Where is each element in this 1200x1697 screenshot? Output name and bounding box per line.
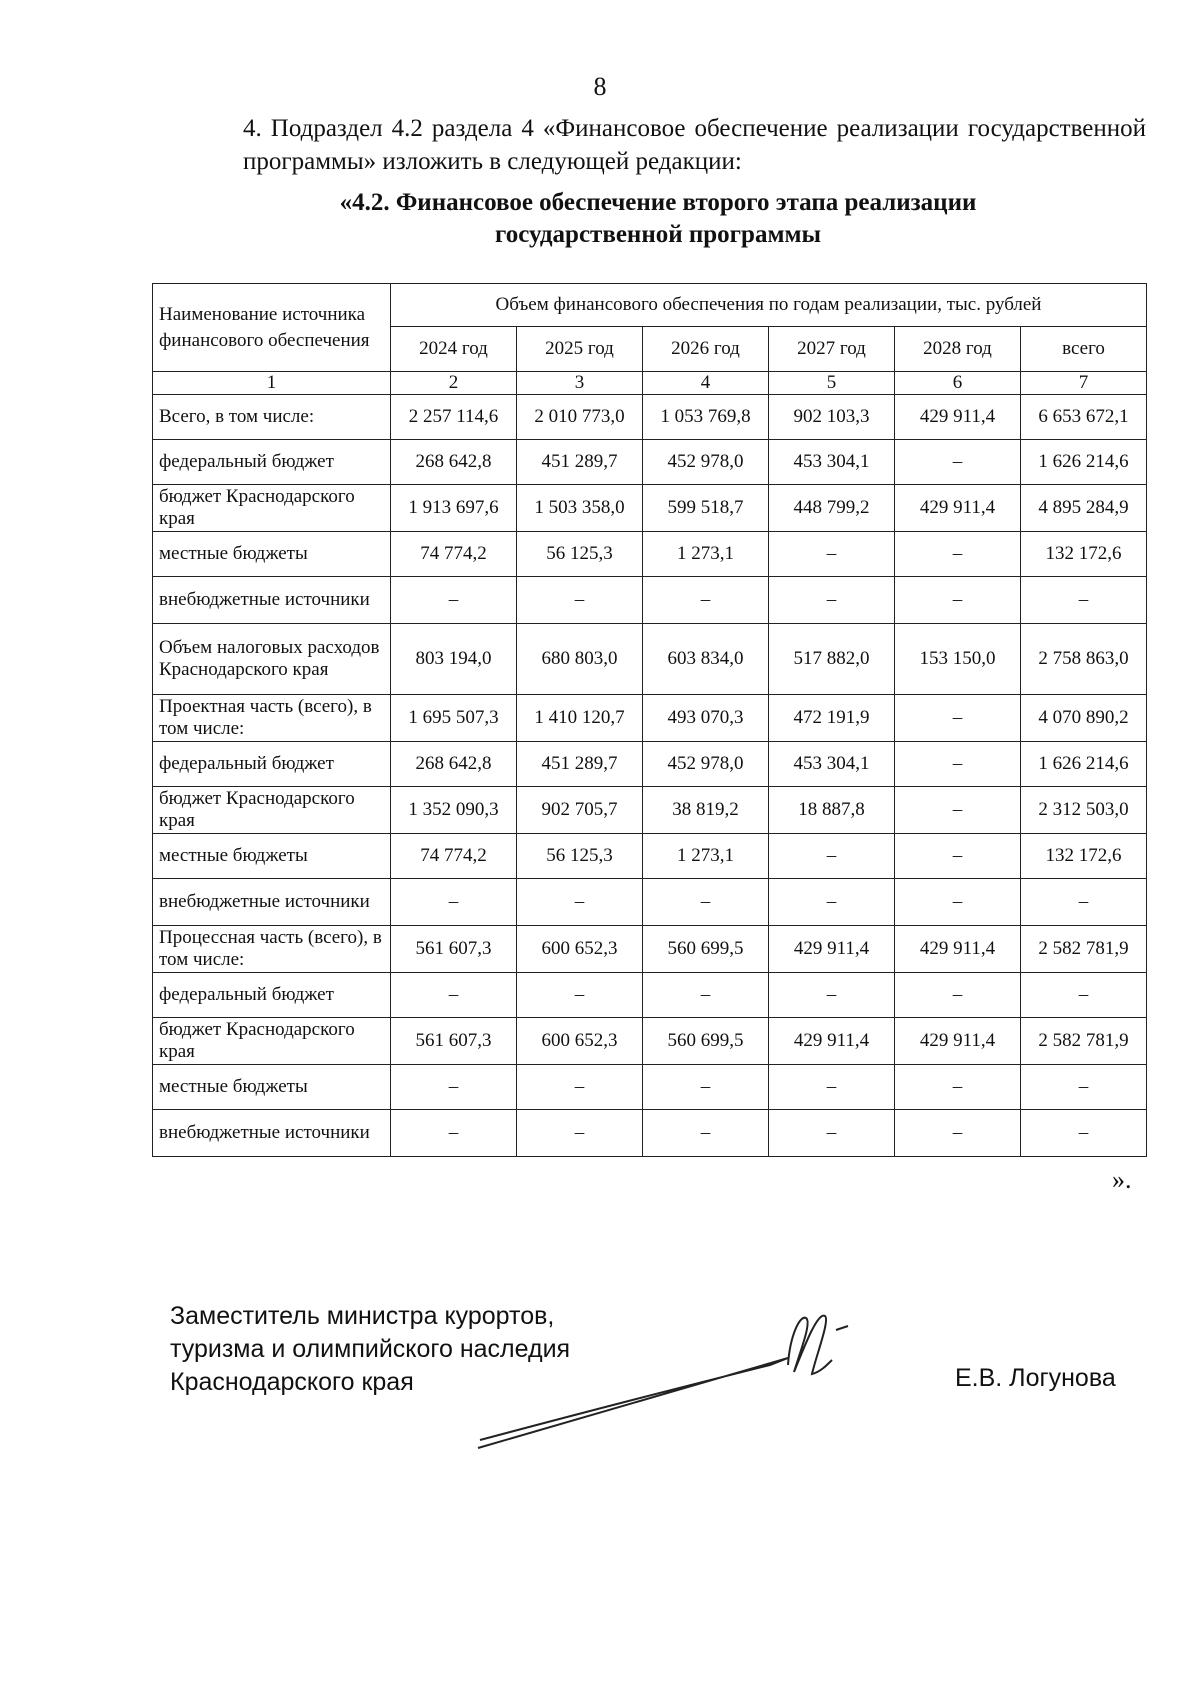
cell-value: 451 289,7 <box>517 742 643 787</box>
cell-value: 6 653 672,1 <box>1021 395 1147 440</box>
table-row <box>153 395 1147 440</box>
cell-value: – <box>769 1065 895 1110</box>
cell-value: – <box>391 973 517 1018</box>
cell-value: 600 652,3 <box>517 926 643 973</box>
cell-value: 493 070,3 <box>643 695 769 742</box>
cell-value: – <box>895 532 1021 577</box>
cell-value: 680 803,0 <box>517 624 643 695</box>
cell-value: – <box>895 973 1021 1018</box>
table-row <box>153 1065 1147 1110</box>
table-row <box>153 834 1147 879</box>
row-label: Проектная часть (всего), в том числе: <box>153 695 391 742</box>
handwritten-signature-icon <box>470 1290 870 1460</box>
cell-value: 429 911,4 <box>895 485 1021 532</box>
header-total: всего <box>1021 327 1147 372</box>
cell-value: 1 626 214,6 <box>1021 440 1147 485</box>
header-year-2027: 2027 год <box>769 327 895 372</box>
cell-value: 429 911,4 <box>895 926 1021 973</box>
cell-value: – <box>391 879 517 926</box>
cell-value: 1 695 507,3 <box>391 695 517 742</box>
cell-value: 1 352 090,3 <box>391 787 517 834</box>
cell-value: 429 911,4 <box>895 1018 1021 1065</box>
cell-value: 600 652,3 <box>517 1018 643 1065</box>
cell-value: – <box>895 742 1021 787</box>
cell-value: – <box>895 834 1021 879</box>
intro-text: 4. Подраздел 4.2 раздела 4 «Финансовое обеспечение реализации государственной программы» изложить в следующей редакции: <box>243 115 1146 175</box>
section-heading-line2: государственной программы <box>494 221 822 248</box>
cell-value: – <box>391 577 517 624</box>
row-label: внебюджетные источники <box>153 879 391 926</box>
table-row <box>153 440 1147 485</box>
cell-value: 18 887,8 <box>769 787 895 834</box>
table-row <box>153 624 1147 695</box>
intro-paragraph <box>170 112 1146 178</box>
cell-value: 452 978,0 <box>643 440 769 485</box>
cell-value: – <box>643 1065 769 1110</box>
cell-value: 1 410 120,7 <box>517 695 643 742</box>
cell-value: 429 911,4 <box>769 926 895 973</box>
column-number: 4 <box>643 372 769 395</box>
cell-value: – <box>643 973 769 1018</box>
cell-value: – <box>895 695 1021 742</box>
cell-value: 453 304,1 <box>769 742 895 787</box>
cell-value: – <box>1021 1065 1147 1110</box>
table-row <box>153 532 1147 577</box>
cell-value: – <box>517 973 643 1018</box>
cell-value: – <box>769 1110 895 1157</box>
table-row <box>153 926 1147 973</box>
row-label: внебюджетные источники <box>153 1110 391 1157</box>
cell-value: 56 125,3 <box>517 834 643 879</box>
cell-value: 803 194,0 <box>391 624 517 695</box>
cell-value: 902 705,7 <box>517 787 643 834</box>
cell-value: 74 774,2 <box>391 834 517 879</box>
header-financing-volume: Объем финансового обеспечения по годам реализации, тыс. рублей <box>391 284 1147 327</box>
cell-value: 453 304,1 <box>769 440 895 485</box>
column-number-row <box>153 372 1147 395</box>
cell-value: – <box>643 1110 769 1157</box>
cell-value: 2 758 863,0 <box>1021 624 1147 695</box>
cell-value: 1 053 769,8 <box>643 395 769 440</box>
cell-value: 448 799,2 <box>769 485 895 532</box>
cell-value: 4 895 284,9 <box>1021 485 1147 532</box>
column-number: 6 <box>895 372 1021 395</box>
cell-value: 561 607,3 <box>391 1018 517 1065</box>
cell-value: 2 010 773,0 <box>517 395 643 440</box>
signatory-name: Е.В. Логунова <box>955 1364 1116 1392</box>
cell-value: – <box>895 787 1021 834</box>
cell-value: 517 882,0 <box>769 624 895 695</box>
cell-value: 1 626 214,6 <box>1021 742 1147 787</box>
table-row <box>153 742 1147 787</box>
cell-value: 2 582 781,9 <box>1021 926 1147 973</box>
cell-value: – <box>517 577 643 624</box>
closing-quote: ». <box>1112 1165 1132 1194</box>
cell-value: 268 642,8 <box>391 742 517 787</box>
section-heading <box>170 187 1146 251</box>
signature-position-line2: туризма и олимпийского наследия <box>170 1335 571 1363</box>
row-label: внебюджетные источники <box>153 577 391 624</box>
cell-value: – <box>895 577 1021 624</box>
column-number: 2 <box>391 372 517 395</box>
table-body <box>153 395 1147 1157</box>
section-heading-line1: «4.2. Финансовое обеспечение второго этапа реализации <box>339 189 977 216</box>
cell-value: – <box>1021 577 1147 624</box>
cell-value: 4 070 890,2 <box>1021 695 1147 742</box>
cell-value: 74 774,2 <box>391 532 517 577</box>
cell-value: – <box>517 879 643 926</box>
cell-value: 2 257 114,6 <box>391 395 517 440</box>
signature-position-line1: Заместитель министра курортов, <box>170 1302 555 1330</box>
row-label: федеральный бюджет <box>153 440 391 485</box>
table-row <box>153 879 1147 926</box>
cell-value: 56 125,3 <box>517 532 643 577</box>
cell-value: – <box>1021 879 1147 926</box>
table-row <box>153 973 1147 1018</box>
cell-value: – <box>769 834 895 879</box>
row-label: Процессная часть (всего), в том числе: <box>153 926 391 973</box>
row-label: Объем налоговых расходов Краснодарского края <box>153 624 391 695</box>
header-source-name: Наименование источника финансового обеспечения <box>153 284 391 372</box>
cell-value: 153 150,0 <box>895 624 1021 695</box>
column-number: 7 <box>1021 372 1147 395</box>
cell-value: 2 582 781,9 <box>1021 1018 1147 1065</box>
cell-value: 1 503 358,0 <box>517 485 643 532</box>
cell-value: – <box>517 1110 643 1157</box>
row-label: местные бюджеты <box>153 1065 391 1110</box>
cell-value: 38 819,2 <box>643 787 769 834</box>
cell-value: 429 911,4 <box>895 395 1021 440</box>
cell-value: 1 273,1 <box>643 532 769 577</box>
cell-value: 132 172,6 <box>1021 532 1147 577</box>
row-label: федеральный бюджет <box>153 973 391 1018</box>
cell-value: – <box>769 532 895 577</box>
cell-value: – <box>391 1110 517 1157</box>
header-year-2024: 2024 год <box>391 327 517 372</box>
cell-value: 132 172,6 <box>1021 834 1147 879</box>
header-year-2025: 2025 год <box>517 327 643 372</box>
cell-value: – <box>643 577 769 624</box>
header-year-2026: 2026 год <box>643 327 769 372</box>
signature-position-line3: Краснодарского края <box>170 1368 414 1396</box>
row-label: местные бюджеты <box>153 834 391 879</box>
row-label: бюджет Краснодарского края <box>153 1018 391 1065</box>
cell-value: – <box>895 1110 1021 1157</box>
cell-value: 2 312 503,0 <box>1021 787 1147 834</box>
cell-value: 429 911,4 <box>769 1018 895 1065</box>
cell-value: 472 191,9 <box>769 695 895 742</box>
cell-value: – <box>769 879 895 926</box>
cell-value: – <box>895 879 1021 926</box>
cell-value: 599 518,7 <box>643 485 769 532</box>
row-label: федеральный бюджет <box>153 742 391 787</box>
cell-value: – <box>391 1065 517 1110</box>
table-row <box>153 695 1147 742</box>
page-number: 8 <box>593 72 607 101</box>
cell-value: 1 273,1 <box>643 834 769 879</box>
row-label: бюджет Краснодарского края <box>153 787 391 834</box>
cell-value: 452 978,0 <box>643 742 769 787</box>
row-label: Всего, в том числе: <box>153 395 391 440</box>
cell-value: 268 642,8 <box>391 440 517 485</box>
table-row <box>153 787 1147 834</box>
cell-value: – <box>895 1065 1021 1110</box>
financing-table <box>152 283 1147 1157</box>
column-number: 5 <box>769 372 895 395</box>
cell-value: – <box>643 879 769 926</box>
cell-value: 603 834,0 <box>643 624 769 695</box>
column-number: 1 <box>153 372 391 395</box>
cell-value: 560 699,5 <box>643 926 769 973</box>
cell-value: 451 289,7 <box>517 440 643 485</box>
table-row <box>153 485 1147 532</box>
cell-value: – <box>1021 1110 1147 1157</box>
table-row <box>153 1110 1147 1157</box>
table-row <box>153 1018 1147 1065</box>
row-label: бюджет Краснодарского края <box>153 485 391 532</box>
cell-value: – <box>769 973 895 1018</box>
cell-value: – <box>1021 973 1147 1018</box>
cell-value: – <box>895 440 1021 485</box>
column-number: 3 <box>517 372 643 395</box>
cell-value: 561 607,3 <box>391 926 517 973</box>
cell-value: 902 103,3 <box>769 395 895 440</box>
header-year-2028: 2028 год <box>895 327 1021 372</box>
row-label: местные бюджеты <box>153 532 391 577</box>
cell-value: – <box>769 577 895 624</box>
cell-value: 1 913 697,6 <box>391 485 517 532</box>
table-row <box>153 577 1147 624</box>
cell-value: – <box>517 1065 643 1110</box>
cell-value: 560 699,5 <box>643 1018 769 1065</box>
